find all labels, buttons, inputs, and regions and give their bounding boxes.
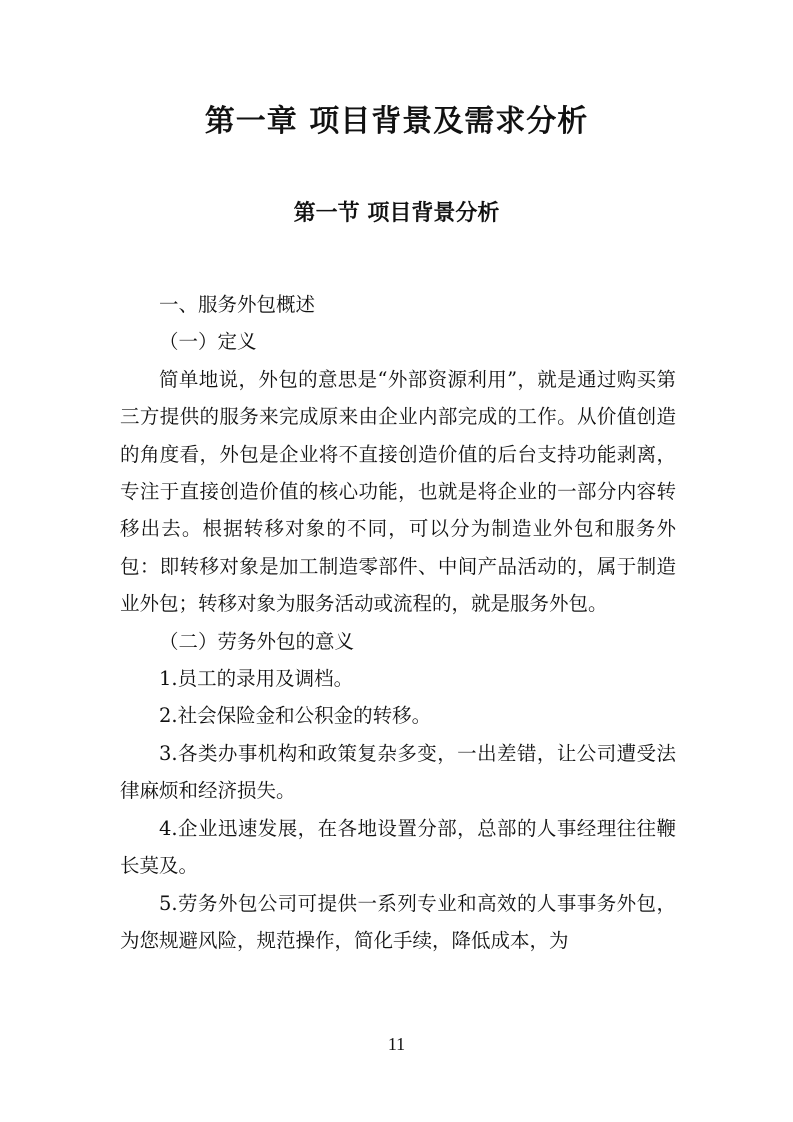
list-item: 4.企业迅速发展，在各地设置分部，总部的人事经理往往鞭长莫及。 <box>120 816 676 878</box>
list-item: 3.各类办事机构和政策复杂多变，一出差错，让公司遭受法律麻烦和经济损失。 <box>120 741 676 803</box>
list-item: 1.员工的录用及调档。 <box>159 667 354 691</box>
page-number: 11 <box>387 1034 406 1054</box>
chapter-title: 第一章 项目背景及需求分析 <box>204 104 589 139</box>
heading-overview: 一、服务外包概述 <box>159 293 316 316</box>
body-text <box>120 286 676 959</box>
subheading-definition: （一）定义 <box>159 330 257 354</box>
subheading-significance: （二）劳务外包的意义 <box>159 629 355 653</box>
section-title: 第一节 项目背景分析 <box>293 201 500 226</box>
list-item: 2.社会保险金和公积金的转移。 <box>159 704 432 728</box>
list-item: 5.劳务外包公司可提供一系列专业和高效的人事事务外包，为您规避风险，规范操作，简化手续，降低成本，为 <box>120 891 676 952</box>
paragraph-definition: 简单地说，外包的意思是“外部资源利用”，就是通过购买第三方提供的服务来完成原来由企业内部完成的工作。从价值创造的角度看，外包是企业将不直接创造价值的后台支持功能剥离，专注于直接创造价值的核心功能，也就是将企业的一部分内容转移出去。根据转移对象的不同，可以分为制造业外包和服务外包：即转移对象是加工制造零部件、中间产品活动的，属于制造业外包；转移对象为服务活动或流程的，就是服务外包。 <box>120 367 676 616</box>
